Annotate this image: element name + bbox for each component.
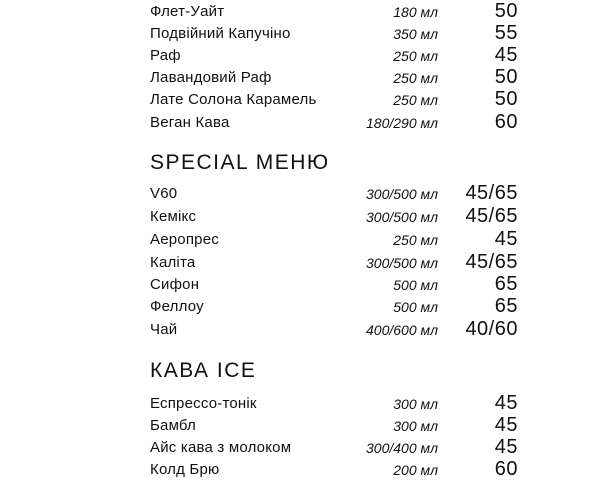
item-price: 40/60 [465,318,518,340]
item-volume: 250 мл [393,92,438,108]
item-name: Колд Брю [150,461,220,478]
item-price: 45 [494,44,518,66]
menu-item [0,415,616,437]
section-title: КАВА ICE [150,359,257,382]
item-name: Феллоу [150,298,204,315]
menu-item [0,229,616,251]
menu-item [0,1,616,23]
menu-item [0,319,616,341]
item-volume: 500 мл [393,277,438,293]
item-volume: 200 мл [393,462,438,478]
item-name: Подвійний Капучіно [150,25,291,42]
item-price: 45 [494,436,518,458]
menu-item [0,206,616,228]
menu-item [0,45,616,67]
item-price: 45/65 [465,205,518,227]
item-price: 65 [494,273,518,295]
item-volume: 300/500 мл [366,186,438,202]
item-price: 60 [494,458,518,480]
section-title: SPECIAL МЕНЮ [150,151,330,174]
item-price: 45 [494,414,518,436]
item-price: 45 [494,392,518,414]
item-name: Еспрессо-тонік [150,395,257,412]
item-volume: 500 мл [393,299,438,315]
item-name: Раф [150,47,181,64]
menu-item [0,89,616,111]
item-name: Бамбл [150,417,196,434]
item-price: 45 [494,228,518,250]
item-name: Веган Кава [150,114,230,131]
menu-item [0,67,616,89]
item-name: Аеропрес [150,231,219,248]
menu-item [0,252,616,274]
item-volume: 250 мл [393,70,438,86]
item-name: Сифон [150,276,200,293]
item-volume: 300/400 мл [366,440,438,456]
item-volume: 180/290 мл [366,115,438,131]
item-volume: 300/500 мл [366,209,438,225]
item-price: 60 [494,111,518,133]
item-volume: 250 мл [393,48,438,64]
menu-item [0,459,616,481]
item-volume: 400/600 мл [366,322,438,338]
item-volume: 300 мл [393,418,438,434]
item-price: 50 [494,88,518,110]
menu-item [0,23,616,45]
item-name: Чай [150,321,178,338]
item-volume: 350 мл [393,26,438,42]
item-volume: 180 мл [393,4,438,20]
item-name: Айс кава з молоком [150,439,292,456]
item-name: Лате Солона Карамель [150,91,317,108]
item-price: 45/65 [465,251,518,273]
item-name: V60 [150,185,178,202]
item-price: 65 [494,295,518,317]
item-volume: 250 мл [393,232,438,248]
menu-item [0,183,616,205]
item-name: Каліта [150,254,196,271]
item-name: Флет-Уайт [150,3,225,20]
menu-item [0,112,616,134]
item-price: 55 [494,22,518,44]
menu-item [0,437,616,459]
item-name: Кемікс [150,208,197,225]
item-price: 45/65 [465,182,518,204]
item-price: 50 [494,0,518,22]
item-name: Лавандовий Раф [150,69,272,86]
menu-item [0,393,616,415]
item-price: 50 [494,66,518,88]
menu-item [0,274,616,296]
item-volume: 300 мл [393,396,438,412]
item-volume: 300/500 мл [366,255,438,271]
menu-item [0,296,616,318]
